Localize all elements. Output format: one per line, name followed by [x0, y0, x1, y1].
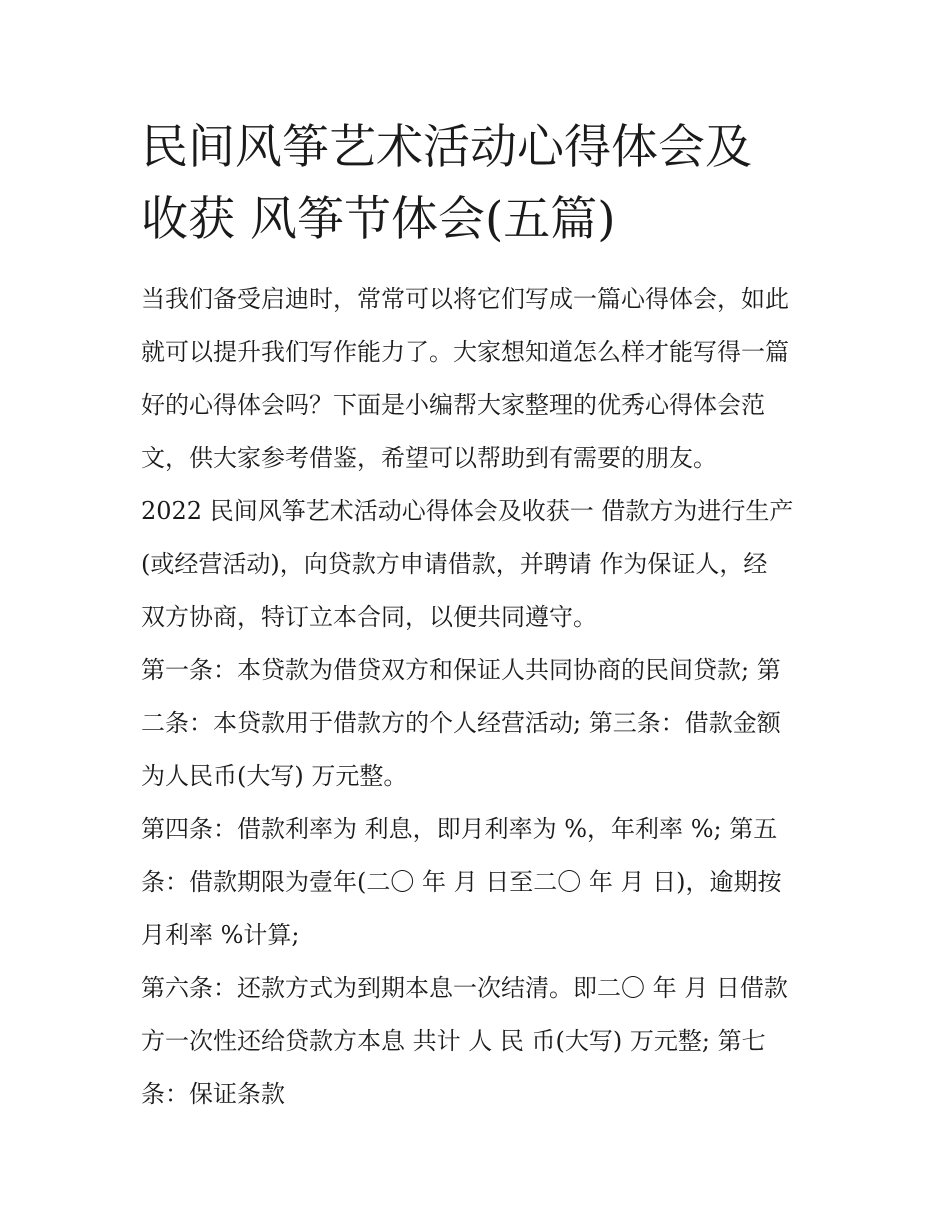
section-1-line-1: 2022 民间风筝艺术活动心得体会及收获一 借款方为进行生产 [141, 497, 794, 525]
article-4-line-1: 第四条：借款利率为 利息，即月利率为 %，年利率 %; 第五 [141, 815, 778, 843]
article-1-line-1: 第一条：本贷款为借贷双方和保证人共同协商的民间贷款; 第 [141, 656, 781, 684]
intro-line-3: 好的心得体会吗？下面是小编帮大家整理的优秀心得体会范 [141, 391, 765, 419]
section-1-line-2: (或经营活动)，向贷款方申请借款，并聘请 作为保证人，经 [141, 550, 768, 578]
intro-line-4: 文，供大家参考借鉴，希望可以帮助到有需要的朋友。 [141, 444, 717, 472]
title-line-1: 民间风筝艺术活动心得体会及 [141, 120, 752, 175]
intro-line-1: 当我们备受启迪时，常常可以将它们写成一篇心得体会，如此 [141, 285, 789, 313]
title-line-2: 收获 风筝节体会(五篇) [141, 192, 616, 247]
intro-line-2: 就可以提升我们写作能力了。大家想知道怎么样才能写得一篇 [141, 338, 789, 366]
document-title [141, 112, 821, 256]
article-4-line-2: 条：借款期限为壹年(二〇 年 月 日至二〇 年 月 日)，逾期按 [141, 868, 782, 896]
section-1-line-3: 双方协商，特订立本合同，以便共同遵守。 [141, 603, 597, 631]
article-1-line-2: 二条：本贷款用于借款方的个人经营活动; 第三条：借款金额 [141, 709, 781, 737]
article-6-line-2: 方一次性还给贷款方本息 共计 人 民 币(大写) 万元整; 第七 [141, 1027, 766, 1055]
article-1-line-3: 为人民币(大写) 万元整。 [141, 762, 408, 790]
article-6-line-3: 条：保证条款 [141, 1080, 285, 1108]
article-4-line-3: 月利率 %计算; [141, 921, 300, 949]
article-6-line-1: 第六条：还款方式为到期本息一次结清。即二〇 年 月 日借款 [141, 974, 788, 1002]
